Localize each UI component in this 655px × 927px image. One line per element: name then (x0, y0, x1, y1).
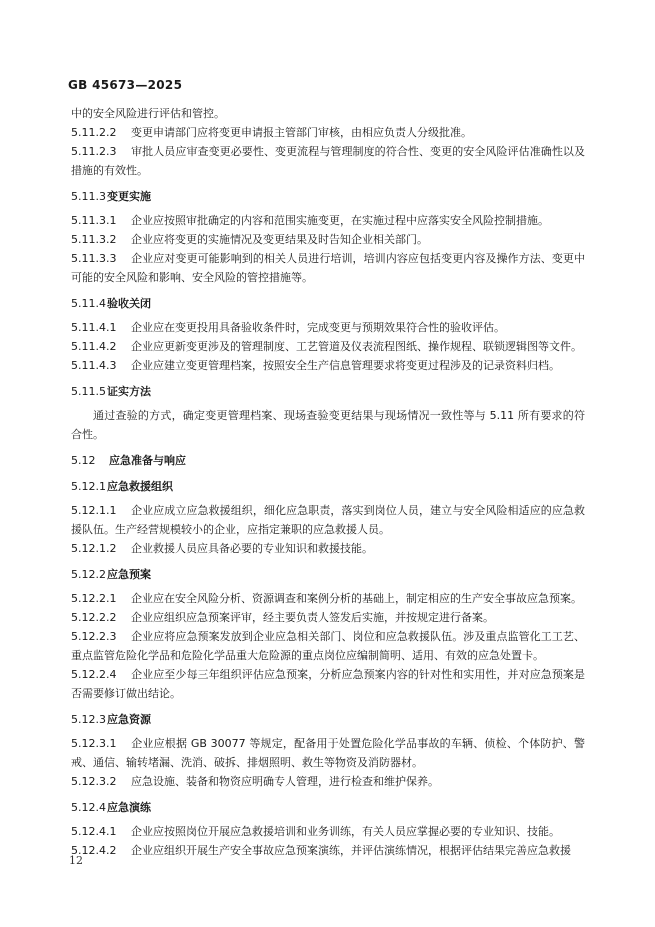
clause-text: 企业应将应急预案发放到企业应急相关部门、岗位和应急救援队伍。涉及重点监管化工工艺、重点监管危险化学品和危险化学品重大危险源的重点岗位应编制简明、适用、有效的应急处置卡。 (71, 630, 585, 662)
clause-text: 变更申请部门应将变更申请报主管部门审核，由相应负责人分级批准。 (131, 126, 472, 139)
clause-text: 审批人员应审查变更必要性、变更流程与管理制度的符合性、变更的安全风险评估准确性以及措施的有效性。 (71, 145, 585, 177)
section-title: 应急准备与响应 (109, 454, 186, 467)
clause-paragraph (71, 337, 585, 356)
clause-paragraph (71, 211, 585, 230)
clause-paragraph (71, 104, 585, 123)
clause-text: 企业应按照岗位开展应急救援培训和业务训练，有关人员应掌握必要的专业知识、技能。 (131, 825, 560, 838)
clause-text: 企业应组织开展生产安全事故应急预案演练，并评估演练情况，根据评估结果完善应急救援 (131, 844, 571, 857)
section-number: 5.12.2 (71, 568, 106, 581)
clause-number: 5.12.2.4 (71, 668, 117, 681)
section-heading (71, 710, 585, 729)
section-heading (71, 382, 585, 401)
section-heading (71, 451, 585, 470)
section-number: 5.12.4 (71, 801, 106, 814)
section-title: 变更实施 (107, 190, 151, 203)
section-title: 应急演练 (107, 801, 151, 814)
clause-text: 通过查验的方式，确定变更管理档案、现场查验变更结果与现场情况一致性等与 5.11 所有要求的符合性。 (71, 409, 585, 441)
clause-paragraph (71, 318, 585, 337)
clause-text: 企业应更新变更涉及的管理制度、工艺管道及仪表流程图纸、操作规程、联锁逻辑图等文件。 (131, 340, 582, 353)
clause-paragraph (71, 123, 585, 142)
document-code-header: GB 45673—2025 (68, 78, 183, 92)
clause-paragraph (71, 734, 585, 772)
page-number: 12 (69, 854, 83, 867)
section-number: 5.12.3 (71, 713, 106, 726)
section-number: 5.11.4 (71, 297, 106, 310)
clause-number: 5.12.2.2 (71, 611, 117, 624)
clause-paragraph (71, 841, 585, 860)
clause-number: 5.12.4.1 (71, 825, 117, 838)
clause-text: 企业应对变更可能影响到的相关人员进行培训，培训内容应包括变更内容及操作方法、变更中可能的安全风险和影响、安全风险的管控措施等。 (71, 252, 585, 284)
clause-number: 5.11.4.3 (71, 359, 117, 372)
section-heading (71, 565, 585, 584)
section-number: 5.11.5 (71, 385, 106, 398)
clause-text: 中的安全风险进行评估和管控。 (71, 107, 225, 120)
clause-paragraph (71, 501, 585, 539)
section-number: 5.12 (71, 454, 96, 467)
clause-text: 企业应组织应急预案评审，经主要负责人签发后实施，并按规定进行备案。 (131, 611, 494, 624)
clause-paragraph (71, 589, 585, 608)
clause-text: 企业应至少每三年组织评估应急预案，分析应急预案内容的针对性和实用性，并对应急预案是否需要修订做出结论。 (71, 668, 585, 700)
clause-number: 5.11.4.2 (71, 340, 117, 353)
clause-number: 5.12.3.1 (71, 737, 117, 750)
section-title: 应急预案 (107, 568, 151, 581)
clause-number: 5.12.2.1 (71, 592, 117, 605)
clause-paragraph (71, 822, 585, 841)
clause-paragraph (71, 665, 585, 703)
clause-text: 企业应在变更投用具备验收条件时，完成变更与预期效果符合性的验收评估。 (131, 321, 505, 334)
clause-number: 5.11.4.1 (71, 321, 117, 334)
clause-number: 5.12.3.2 (71, 775, 117, 788)
section-title: 证实方法 (107, 385, 151, 398)
clause-number: 5.11.3.3 (71, 252, 117, 265)
clause-paragraph (71, 142, 585, 180)
clause-number: 5.12.1.1 (71, 504, 117, 517)
clause-paragraph (71, 627, 585, 665)
section-heading (71, 187, 585, 206)
clause-paragraph (71, 406, 585, 444)
section-title: 应急资源 (107, 713, 151, 726)
clause-paragraph (71, 230, 585, 249)
clause-text: 企业应在安全风险分析、资源调查和案例分析的基础上，制定相应的生产安全事故应急预案。 (131, 592, 582, 605)
clause-paragraph (71, 608, 585, 627)
clause-number: 5.12.4.2 (71, 844, 117, 857)
clause-text: 企业应建立变更管理档案，按照安全生产信息管理要求将变更过程涉及的记录资料归档。 (131, 359, 560, 372)
document-body (71, 104, 585, 860)
section-number: 5.12.1 (71, 480, 106, 493)
clause-number: 5.11.2.3 (71, 145, 117, 158)
clause-text: 企业救援人员应具备必要的专业知识和救援技能。 (131, 542, 373, 555)
section-title: 应急救援组织 (107, 480, 173, 493)
clause-text: 企业应成立应急救援组织，细化应急职责，落实到岗位人员，建立与安全风险相适应的应急救援队伍。生产经营规模较小的企业，应指定兼职的应急救援人员。 (71, 504, 585, 536)
clause-number: 5.11.2.2 (71, 126, 117, 139)
clause-text: 企业应按照审批确定的内容和范围实施变更，在实施过程中应落实安全风险控制措施。 (131, 214, 549, 227)
section-heading (71, 477, 585, 496)
clause-text: 企业应根据 GB 30077 等规定，配备用于处置危险化学品事故的车辆、侦检、个体防护、警戒、通信、输转堵漏、洗消、破拆、排烟照明、救生等物资及消防器材。 (71, 737, 585, 769)
section-heading (71, 798, 585, 817)
clause-number: 5.12.1.2 (71, 542, 117, 555)
clause-number: 5.11.3.1 (71, 214, 117, 227)
clause-paragraph (71, 356, 585, 375)
clause-paragraph (71, 772, 585, 791)
section-number: 5.11.3 (71, 190, 106, 203)
section-title: 验收关闭 (107, 297, 151, 310)
clause-number: 5.11.3.2 (71, 233, 117, 246)
clause-paragraph (71, 539, 585, 558)
clause-paragraph (71, 249, 585, 287)
clause-number: 5.12.2.3 (71, 630, 117, 643)
clause-text: 企业应将变更的实施情况及变更结果及时告知企业相关部门。 (131, 233, 428, 246)
clause-text: 应急设施、装备和物资应明确专人管理，进行检查和维护保养。 (131, 775, 439, 788)
section-heading (71, 294, 585, 313)
